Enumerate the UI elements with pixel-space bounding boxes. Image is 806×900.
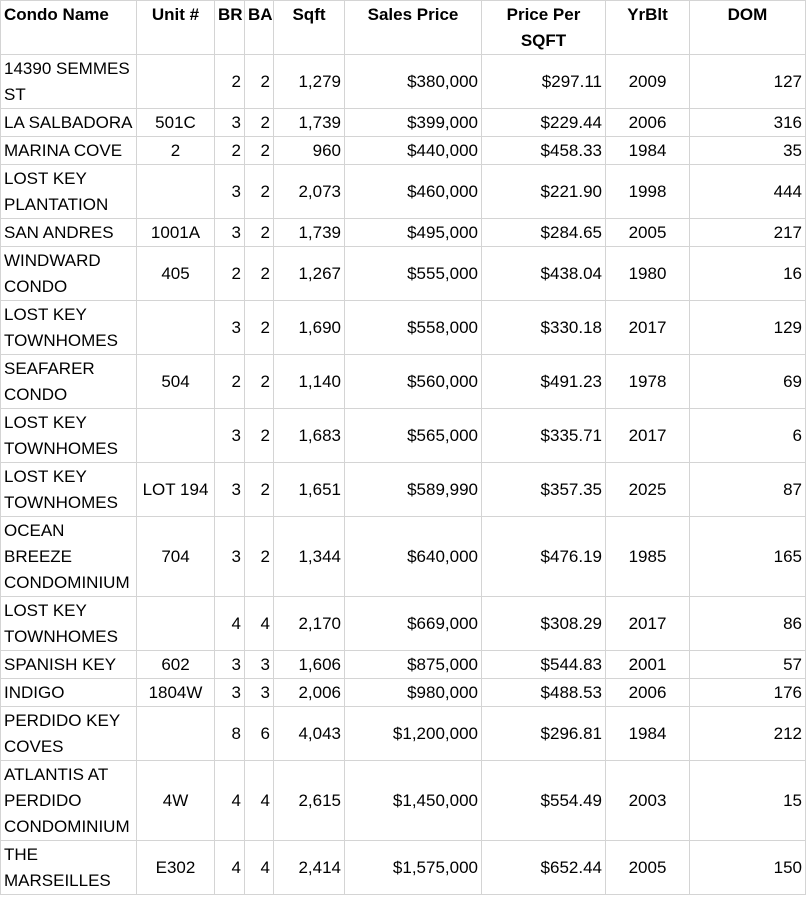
header-ba: BA xyxy=(245,1,274,55)
unit-cell: 1001A xyxy=(137,219,215,247)
ba-cell: 2 xyxy=(245,409,274,463)
yrblt-cell: 1984 xyxy=(606,707,690,761)
dom-cell: 212 xyxy=(690,707,806,761)
price-per-sqft-cell: $488.53 xyxy=(482,679,606,707)
sqft-cell: 1,140 xyxy=(274,355,345,409)
yrblt-cell: 2009 xyxy=(606,55,690,109)
price-per-sqft-cell: $438.04 xyxy=(482,247,606,301)
table-row xyxy=(1,597,806,651)
unit-cell: 504 xyxy=(137,355,215,409)
sales-price-cell: $589,990 xyxy=(345,463,482,517)
table-row xyxy=(1,679,806,707)
price-per-sqft-cell: $330.18 xyxy=(482,301,606,355)
condo-name-cell: LOST KEY TOWNHOMES xyxy=(1,463,137,517)
table-row xyxy=(1,109,806,137)
unit-cell: 704 xyxy=(137,517,215,597)
sqft-cell: 1,683 xyxy=(274,409,345,463)
ba-cell: 6 xyxy=(245,707,274,761)
ba-cell: 2 xyxy=(245,165,274,219)
condo-name-cell: PERDIDO KEY COVES xyxy=(1,707,137,761)
dom-cell: 165 xyxy=(690,517,806,597)
yrblt-cell: 2017 xyxy=(606,597,690,651)
br-cell: 3 xyxy=(215,651,245,679)
br-cell: 2 xyxy=(215,355,245,409)
condo-name-cell: LOST KEY TOWNHOMES xyxy=(1,409,137,463)
unit-cell: 501C xyxy=(137,109,215,137)
header-yrblt: YrBlt xyxy=(606,1,690,55)
ba-cell: 2 xyxy=(245,55,274,109)
header-br: BR xyxy=(215,1,245,55)
condo-name-cell: ATLANTIS AT PERDIDO CONDOMINIUM xyxy=(1,761,137,841)
price-per-sqft-cell: $491.23 xyxy=(482,355,606,409)
table-row xyxy=(1,219,806,247)
br-cell: 3 xyxy=(215,165,245,219)
sales-price-cell: $669,000 xyxy=(345,597,482,651)
table-row xyxy=(1,761,806,841)
br-cell: 4 xyxy=(215,761,245,841)
unit-cell xyxy=(137,597,215,651)
br-cell: 8 xyxy=(215,707,245,761)
header-price-per-sqft: Price Per SQFT xyxy=(482,1,606,55)
dom-cell: 87 xyxy=(690,463,806,517)
sales-price-cell: $460,000 xyxy=(345,165,482,219)
dom-cell: 316 xyxy=(690,109,806,137)
yrblt-cell: 1985 xyxy=(606,517,690,597)
price-per-sqft-cell: $554.49 xyxy=(482,761,606,841)
table-row xyxy=(1,165,806,219)
table-row xyxy=(1,463,806,517)
ba-cell: 3 xyxy=(245,679,274,707)
unit-cell xyxy=(137,409,215,463)
price-per-sqft-cell: $476.19 xyxy=(482,517,606,597)
unit-cell xyxy=(137,707,215,761)
unit-cell xyxy=(137,301,215,355)
sqft-cell: 4,043 xyxy=(274,707,345,761)
unit-cell xyxy=(137,165,215,219)
price-per-sqft-cell: $458.33 xyxy=(482,137,606,165)
dom-cell: 15 xyxy=(690,761,806,841)
unit-cell: 2 xyxy=(137,137,215,165)
yrblt-cell: 1984 xyxy=(606,137,690,165)
yrblt-cell: 2017 xyxy=(606,301,690,355)
yrblt-cell: 2001 xyxy=(606,651,690,679)
dom-cell: 127 xyxy=(690,55,806,109)
sales-price-cell: $495,000 xyxy=(345,219,482,247)
sales-price-cell: $399,000 xyxy=(345,109,482,137)
condo-name-cell: THE MARSEILLES xyxy=(1,841,137,895)
condo-name-cell: 14390 SEMMES ST xyxy=(1,55,137,109)
table-row xyxy=(1,137,806,165)
sqft-cell: 960 xyxy=(274,137,345,165)
yrblt-cell: 2017 xyxy=(606,409,690,463)
sales-price-cell: $558,000 xyxy=(345,301,482,355)
sqft-cell: 2,073 xyxy=(274,165,345,219)
yrblt-cell: 2005 xyxy=(606,219,690,247)
yrblt-cell: 1978 xyxy=(606,355,690,409)
table-row xyxy=(1,517,806,597)
sqft-cell: 2,006 xyxy=(274,679,345,707)
sales-price-cell: $875,000 xyxy=(345,651,482,679)
table-row xyxy=(1,651,806,679)
yrblt-cell: 1998 xyxy=(606,165,690,219)
br-cell: 3 xyxy=(215,463,245,517)
sqft-cell: 1,344 xyxy=(274,517,345,597)
sales-price-cell: $440,000 xyxy=(345,137,482,165)
ba-cell: 2 xyxy=(245,247,274,301)
header-sales-price: Sales Price xyxy=(345,1,482,55)
ba-cell: 4 xyxy=(245,597,274,651)
br-cell: 2 xyxy=(215,247,245,301)
br-cell: 2 xyxy=(215,137,245,165)
yrblt-cell: 2005 xyxy=(606,841,690,895)
unit-cell xyxy=(137,55,215,109)
condo-name-cell: LOST KEY TOWNHOMES xyxy=(1,597,137,651)
sales-price-cell: $640,000 xyxy=(345,517,482,597)
sqft-cell: 1,651 xyxy=(274,463,345,517)
dom-cell: 6 xyxy=(690,409,806,463)
sqft-cell: 2,414 xyxy=(274,841,345,895)
sales-price-cell: $1,575,000 xyxy=(345,841,482,895)
unit-cell: 602 xyxy=(137,651,215,679)
sqft-cell: 2,615 xyxy=(274,761,345,841)
condo-name-cell: LOST KEY PLANTATION xyxy=(1,165,137,219)
ba-cell: 2 xyxy=(245,301,274,355)
condo-name-cell: LOST KEY TOWNHOMES xyxy=(1,301,137,355)
dom-cell: 57 xyxy=(690,651,806,679)
ba-cell: 2 xyxy=(245,517,274,597)
sqft-cell: 1,267 xyxy=(274,247,345,301)
unit-cell: 1804W xyxy=(137,679,215,707)
br-cell: 3 xyxy=(215,517,245,597)
header-dom: DOM xyxy=(690,1,806,55)
sales-price-cell: $565,000 xyxy=(345,409,482,463)
dom-cell: 69 xyxy=(690,355,806,409)
ba-cell: 2 xyxy=(245,109,274,137)
price-per-sqft-cell: $335.71 xyxy=(482,409,606,463)
condo-name-cell: SEAFARER CONDO xyxy=(1,355,137,409)
dom-cell: 444 xyxy=(690,165,806,219)
table-row xyxy=(1,409,806,463)
dom-cell: 150 xyxy=(690,841,806,895)
condo-name-cell: SAN ANDRES xyxy=(1,219,137,247)
sales-price-cell: $980,000 xyxy=(345,679,482,707)
sales-price-cell: $1,200,000 xyxy=(345,707,482,761)
sqft-cell: 1,739 xyxy=(274,109,345,137)
br-cell: 3 xyxy=(215,679,245,707)
yrblt-cell: 2006 xyxy=(606,679,690,707)
ba-cell: 3 xyxy=(245,651,274,679)
dom-cell: 129 xyxy=(690,301,806,355)
sales-price-cell: $380,000 xyxy=(345,55,482,109)
yrblt-cell: 1980 xyxy=(606,247,690,301)
dom-cell: 217 xyxy=(690,219,806,247)
ba-cell: 2 xyxy=(245,463,274,517)
unit-cell: E302 xyxy=(137,841,215,895)
sales-price-cell: $1,450,000 xyxy=(345,761,482,841)
br-cell: 4 xyxy=(215,597,245,651)
unit-cell: LOT 194 xyxy=(137,463,215,517)
br-cell: 4 xyxy=(215,841,245,895)
sqft-cell: 1,739 xyxy=(274,219,345,247)
price-per-sqft-cell: $308.29 xyxy=(482,597,606,651)
condo-name-cell: INDIGO xyxy=(1,679,137,707)
sales-price-cell: $560,000 xyxy=(345,355,482,409)
header-row xyxy=(1,1,806,55)
dom-cell: 86 xyxy=(690,597,806,651)
ba-cell: 4 xyxy=(245,761,274,841)
br-cell: 3 xyxy=(215,109,245,137)
price-per-sqft-cell: $297.11 xyxy=(482,55,606,109)
table-row xyxy=(1,247,806,301)
br-cell: 3 xyxy=(215,409,245,463)
br-cell: 3 xyxy=(215,219,245,247)
dom-cell: 176 xyxy=(690,679,806,707)
condo-name-cell: SPANISH KEY xyxy=(1,651,137,679)
dom-cell: 35 xyxy=(690,137,806,165)
br-cell: 3 xyxy=(215,301,245,355)
table-row xyxy=(1,55,806,109)
table-row xyxy=(1,707,806,761)
price-per-sqft-cell: $221.90 xyxy=(482,165,606,219)
condo-name-cell: WINDWARD CONDO xyxy=(1,247,137,301)
sqft-cell: 2,170 xyxy=(274,597,345,651)
header-unit: Unit # xyxy=(137,1,215,55)
sales-price-cell: $555,000 xyxy=(345,247,482,301)
ba-cell: 2 xyxy=(245,137,274,165)
price-per-sqft-cell: $544.83 xyxy=(482,651,606,679)
yrblt-cell: 2006 xyxy=(606,109,690,137)
dom-cell: 16 xyxy=(690,247,806,301)
ba-cell: 2 xyxy=(245,355,274,409)
sqft-cell: 1,690 xyxy=(274,301,345,355)
table-row xyxy=(1,355,806,409)
condo-name-cell: OCEAN BREEZE CONDOMINIUM xyxy=(1,517,137,597)
price-per-sqft-cell: $296.81 xyxy=(482,707,606,761)
price-per-sqft-cell: $229.44 xyxy=(482,109,606,137)
header-sqft: Sqft xyxy=(274,1,345,55)
price-per-sqft-cell: $652.44 xyxy=(482,841,606,895)
header-condo-name: Condo Name xyxy=(1,1,137,55)
yrblt-cell: 2025 xyxy=(606,463,690,517)
price-per-sqft-cell: $284.65 xyxy=(482,219,606,247)
unit-cell: 4W xyxy=(137,761,215,841)
sqft-cell: 1,279 xyxy=(274,55,345,109)
table-body xyxy=(1,55,806,895)
ba-cell: 4 xyxy=(245,841,274,895)
condo-name-cell: LA SALBADORA xyxy=(1,109,137,137)
ba-cell: 2 xyxy=(245,219,274,247)
table-row xyxy=(1,301,806,355)
br-cell: 2 xyxy=(215,55,245,109)
yrblt-cell: 2003 xyxy=(606,761,690,841)
unit-cell: 405 xyxy=(137,247,215,301)
sqft-cell: 1,606 xyxy=(274,651,345,679)
condo-name-cell: MARINA COVE xyxy=(1,137,137,165)
price-per-sqft-cell: $357.35 xyxy=(482,463,606,517)
table-row xyxy=(1,841,806,895)
